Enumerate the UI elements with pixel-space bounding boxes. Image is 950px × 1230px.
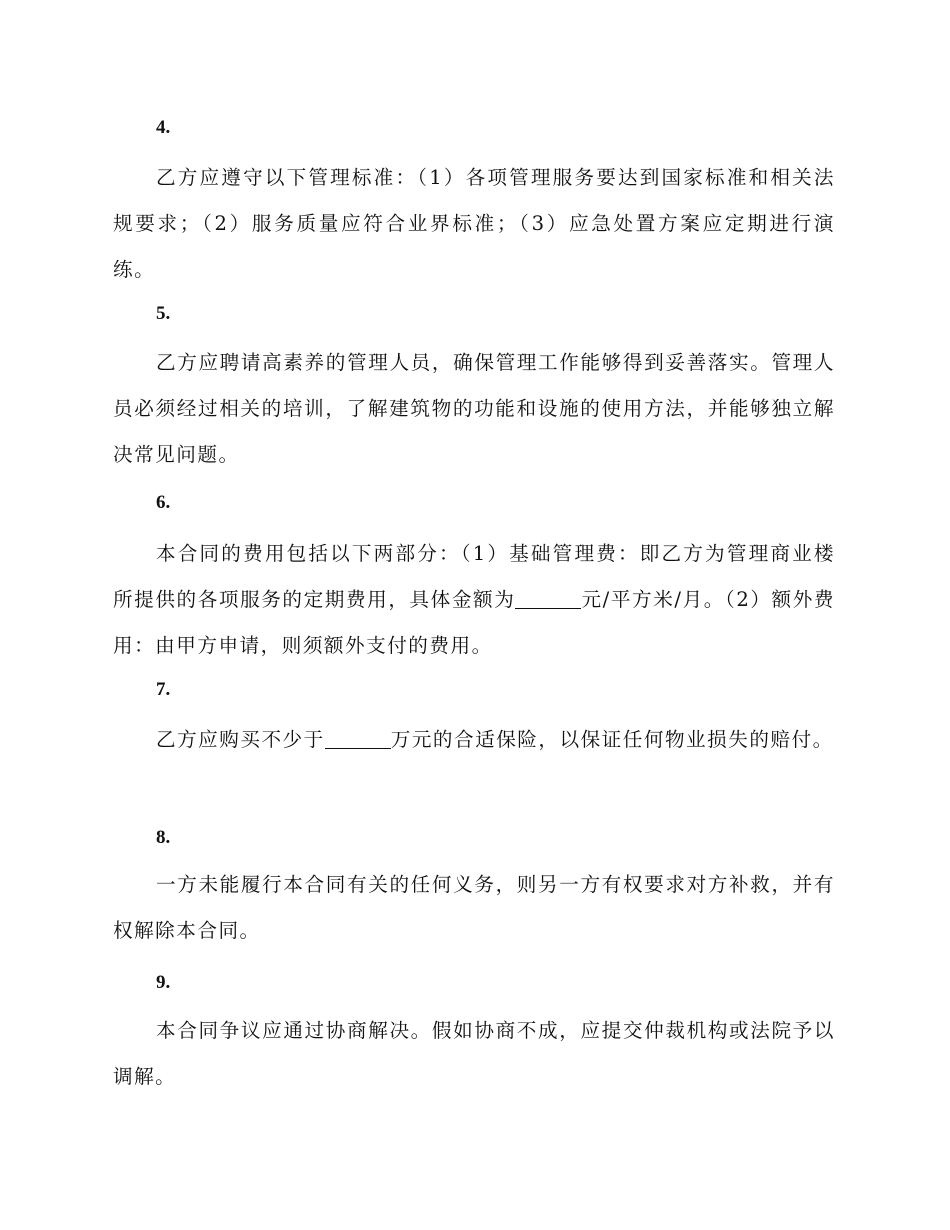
section-text-9: 本合同争议应通过协商解决。假如协商不成，应提交仲裁机构或法院予以调解。	[113, 1019, 835, 1088]
section-text-6-part-2: 元/平方米/月。（2）额外费用：由甲方申请，则须额外支付的费用。	[113, 588, 835, 657]
section-text-8: 一方未能履行本合同有关的任何义务，则另一方有权要求对方补救，并有权解除本合同。	[113, 873, 835, 942]
section-text-4: 乙方应遵守以下管理标准：（1）各项管理服务要达到国家标准和相关法规要求；（2）服务质量应符合业界标准；（3）应急处置方案应定期进行演练。	[113, 166, 835, 281]
section-number-8: 8.	[156, 827, 171, 848]
amount-blank[interactable]	[515, 588, 581, 609]
section-text-6-part-1: 本合同的费用包括以下两部分：（1）基础管理费：即乙方为管理商业楼所提供的各项服务的定期费用，具体金额为	[113, 542, 835, 611]
section-number-7: 7.	[156, 679, 171, 700]
section-text-6	[113, 531, 835, 669]
section-text-7-part-2: 万元的合适保险，以保证任何物业损失的赔付。	[390, 728, 834, 751]
section-number-9: 9.	[156, 972, 171, 993]
insurance-amount-blank[interactable]	[325, 728, 391, 749]
section-number-6: 6.	[156, 492, 171, 513]
section-text-5: 乙方应聘请高素养的管理人员，确保管理工作能够得到妥善落实。管理人员必须经过相关的培训，了解建筑物的功能和设施的使用方法，并能够独立解决常见问题。	[113, 351, 835, 466]
section-text-7-part-1: 乙方应购买不少于	[156, 728, 325, 751]
section-text-7	[113, 717, 835, 763]
section-number-5: 5.	[156, 303, 171, 324]
section-number-4: 4.	[156, 117, 171, 138]
